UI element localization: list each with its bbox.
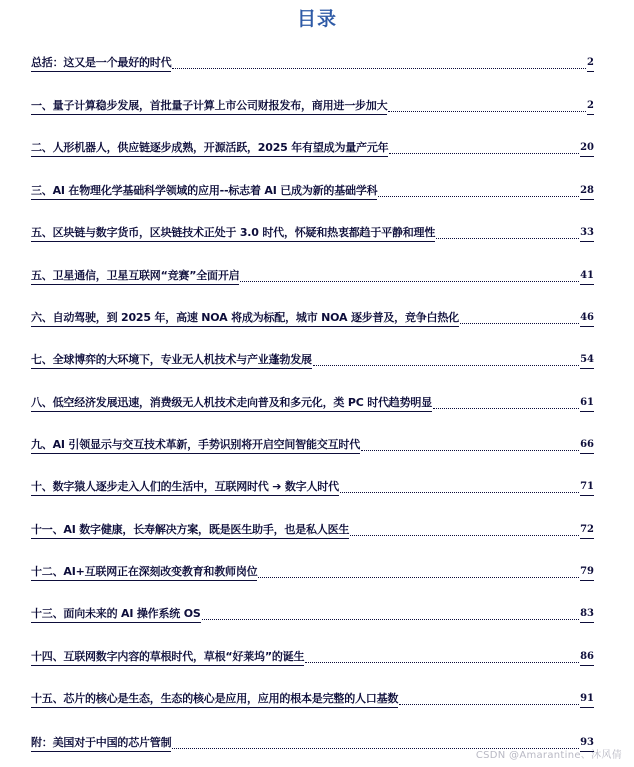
toc-entry[interactable] <box>31 436 594 454</box>
page-title: 目录 <box>296 8 337 30</box>
toc-entry-page-number: 86 <box>580 650 594 666</box>
toc-entry-label: 总括：这又是一个最好的时代 <box>31 56 171 72</box>
toc-entry-page-number: 72 <box>580 523 594 539</box>
toc-entry[interactable] <box>31 139 594 157</box>
toc-dot-leader <box>436 237 579 239</box>
toc-dot-leader <box>378 195 579 197</box>
toc-dot-leader <box>389 152 579 154</box>
toc-entry-page-number: 28 <box>580 184 594 200</box>
toc-entry-page-number: 79 <box>580 565 594 581</box>
toc-dot-leader <box>240 280 579 282</box>
toc-dot-leader <box>313 364 579 366</box>
toc-entry-label: 附：美国对于中国的芯片管制 <box>31 736 171 752</box>
toc-entry-label: 六、自动驾驶，到 2025 年，高速 NOA 将成为标配，城市 NOA 逐步普及，竞争白热化 <box>31 311 459 327</box>
toc-entry-page-number: 66 <box>580 438 594 454</box>
toc-entry[interactable] <box>31 648 594 666</box>
toc-entry-page-number: 61 <box>580 396 594 412</box>
toc-entry-label: 十二、AI+互联网正在深刻改变教育和教师岗位 <box>31 565 257 581</box>
toc-dot-leader <box>340 491 579 493</box>
toc-entry-label: 十五、芯片的核心是生态，生态的核心是应用，应用的根本是完整的人口基数 <box>31 692 398 708</box>
toc-dot-leader <box>202 618 580 620</box>
toc-entry[interactable] <box>31 690 594 708</box>
toc-entry[interactable] <box>31 97 594 115</box>
toc-entry-page-number: 54 <box>580 353 594 369</box>
toc-entry-page-number: 71 <box>580 480 594 496</box>
toc-entry[interactable] <box>31 309 594 327</box>
toc-entry-label: 十四、互联网数字内容的草根时代，草根“好莱坞”的诞生 <box>31 650 304 666</box>
toc-entry-page-number: 33 <box>580 226 594 242</box>
toc-entry-label: 十、数字猿人逐步走入人们的生活中，互联网时代 ➔ 数字人时代 <box>31 480 339 496</box>
toc-entry-label: 九、AI 引领显示与交互技术革新，手势识别将开启空间智能交互时代 <box>31 438 360 454</box>
toc-dot-leader <box>350 534 579 536</box>
toc-dot-leader <box>433 407 579 409</box>
toc-entry-page-number: 93 <box>580 736 594 752</box>
toc-dot-leader <box>361 449 579 451</box>
toc-entry-label: 七、全球博弈的大环境下，专业无人机技术与产业蓬勃发展 <box>31 353 312 369</box>
toc-dot-leader <box>460 322 579 324</box>
toc-entry-label: 八、低空经济发展迅速，消费级无人机技术走向普及和多元化，类 PC 时代趋势明显 <box>31 396 432 412</box>
toc-entry[interactable] <box>31 521 594 539</box>
toc-entry[interactable] <box>31 267 594 285</box>
toc-entry-label: 二、人形机器人，供应链逐步成熟，开源活跃，2025 年有望成为量产元年 <box>31 141 388 157</box>
toc-entry-label: 十三、面向未来的 AI 操作系统 OS <box>31 607 201 623</box>
toc-entry-label: 一、量子计算稳步发展，首批量子计算上市公司财报发布，商用进一步加大 <box>31 99 387 115</box>
toc-dot-leader <box>305 661 579 663</box>
toc-entry-page-number: 83 <box>580 607 594 623</box>
toc-entry-page-number: 41 <box>580 269 594 285</box>
toc-entry-label: 五、卫星通信，卫星互联网“竞赛”全面开启 <box>31 269 239 285</box>
toc-entry-page-number: 20 <box>580 141 594 157</box>
toc-entry-label: 五、区块链与数字货币，区块链技术正处于 3.0 时代，怀疑和热衷都趋于平静和理性 <box>31 226 435 242</box>
toc-entry[interactable] <box>31 605 594 623</box>
toc-entry-label: 三、AI 在物理化学基础科学领域的应用--标志着 AI 已成为新的基础学科 <box>31 184 377 200</box>
toc-entry-page-number: 46 <box>580 311 594 327</box>
toc-entry[interactable] <box>31 478 594 496</box>
toc-entry[interactable] <box>31 54 594 72</box>
toc-entry-page-number: 2 <box>587 99 594 115</box>
toc-entry[interactable] <box>31 351 594 369</box>
toc-dot-leader <box>399 703 579 705</box>
toc-dot-leader <box>388 110 586 112</box>
toc-entry-page-number: 91 <box>580 692 594 708</box>
toc-entry[interactable] <box>31 394 594 412</box>
toc-dot-leader <box>258 576 579 578</box>
toc-entry-page-number: 2 <box>587 56 594 72</box>
toc-dot-leader <box>172 67 586 69</box>
toc-entry-label: 十一、AI 数字健康，长寿解决方案，既是医生助手，也是私人医生 <box>31 523 349 539</box>
csdn-watermark: CSDN @Amarantine、沐风倩 <box>475 750 622 761</box>
toc-entry[interactable] <box>31 182 594 200</box>
toc-entry[interactable] <box>31 563 594 581</box>
toc-entry[interactable] <box>31 224 594 242</box>
